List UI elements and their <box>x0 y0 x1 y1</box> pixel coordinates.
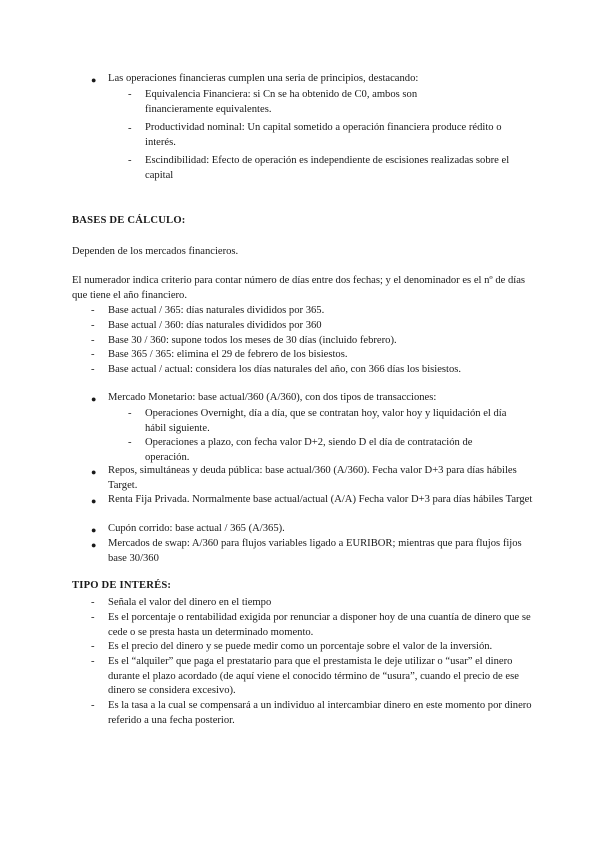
market-repos: Repos, simultáneas y deuda pública: base actual/360 (A/360). Fecha valor D+3 para días hábiles Target. <box>108 465 517 491</box>
interes-item: Es el “alquiler” que paga el prestatario para que el prestamista le deje utilizar o “usar” el dinero durante el plazo acordado (de aquí viene el conocido término de “usura”, cuando el precio de ese dinero se considera excesivo). <box>108 656 519 697</box>
bullet-dot: ● <box>91 496 97 506</box>
dash-marker: - <box>91 656 95 667</box>
market-monetario: Mercado Monetario: base actual/360 (A/360), con dos tipos de transacciones: <box>108 392 437 403</box>
bullet-dot: ● <box>91 525 97 535</box>
market-renta-fija: Renta Fija Privada. Normalmente base actual/actual (A/A) Fecha valor D+3 para días hábiles Target <box>108 494 533 505</box>
dash-marker: - <box>91 700 95 711</box>
bases-intro-paragraph: Dependen de los mercados financieros. <box>72 246 239 257</box>
dash-marker: - <box>128 89 132 100</box>
dash-marker: - <box>91 597 95 608</box>
principle-escindibilidad: Escindibilidad: Efecto de operación es independiente de escisiones realizadas sobre el capital <box>145 155 510 181</box>
market-cupon: Cupón corrido: base actual / 365 (A/365). <box>108 523 285 534</box>
bullet-dot: ● <box>91 540 97 550</box>
principle-productividad: Productividad nominal: Un capital sometido a operación financiera produce rédito o interés. <box>145 122 502 148</box>
dash-marker: - <box>128 155 132 166</box>
transaction-plazo: Operaciones a plazo, con fecha valor D+2, siendo D el día de contratación de operación. <box>145 437 473 463</box>
base-item: Base actual / 360: días naturales divididos por 360 <box>108 320 322 331</box>
dash-marker: - <box>128 408 132 419</box>
bullet-dot: ● <box>91 467 97 477</box>
principle-equivalencia: Equivalencia Financiera: si Cn se ha obtenido de C0, ambos son financieramente equivalentes. <box>145 89 418 115</box>
dash-marker: - <box>128 437 132 448</box>
interes-item: Es el porcentaje o rentabilidad exigida por renunciar a disponer hoy de una cuantía de dinero que se cede o se presta hasta un determinado momento. <box>108 612 531 638</box>
bases-numerator-paragraph: El numerador indica criterio para contar número de días entre dos fechas; y el denominador es el nº de días que tiene el año financiero. <box>72 275 526 301</box>
base-item: Base actual / actual: considera los días naturales del año, con 366 días los bisiestos. <box>108 364 462 375</box>
bases-heading: BASES DE CÁLCULO: <box>72 215 186 226</box>
interes-heading: TIPO DE INTERÉS: <box>72 580 172 591</box>
intro-principles: Las operaciones financieras cumplen una seria de principios, destacando: <box>108 73 419 84</box>
interes-item: Señala el valor del dinero en el tiempo <box>108 597 272 608</box>
dash-marker: - <box>128 123 132 134</box>
dash-marker: - <box>91 641 95 652</box>
dash-marker: - <box>91 349 95 360</box>
transaction-overnight: Operaciones Overnight, día a día, que se contratan hoy, valor hoy y liquidación el día hábil siguiente. <box>145 408 507 434</box>
dash-marker: - <box>91 612 95 623</box>
base-item: Base actual / 365: días naturales divididos por 365. <box>108 305 325 316</box>
base-item: Base 30 / 360: supone todos los meses de 30 días (incluido febrero). <box>108 335 397 346</box>
bullet-dot: ● <box>91 75 97 85</box>
market-swap: Mercados de swap: A/360 para flujos variables ligado a EURIBOR; mientras que para flujos fijos base 30/360 <box>108 538 522 564</box>
bullet-dot: ● <box>91 394 97 404</box>
interes-item: Es el precio del dinero y se puede medir como un porcentaje sobre el valor de la inversión. <box>108 641 493 652</box>
dash-marker: - <box>91 305 95 316</box>
dash-marker: - <box>91 335 95 346</box>
interes-item: Es la tasa a la cual se compensará a un individuo al intercambiar dinero en este momento por dinero referido a una fecha posterior. <box>108 700 532 726</box>
dash-marker: - <box>91 320 95 331</box>
base-item: Base 365 / 365: elimina el 29 de febrero de los bisiestos. <box>108 349 348 360</box>
dash-marker: - <box>91 364 95 375</box>
